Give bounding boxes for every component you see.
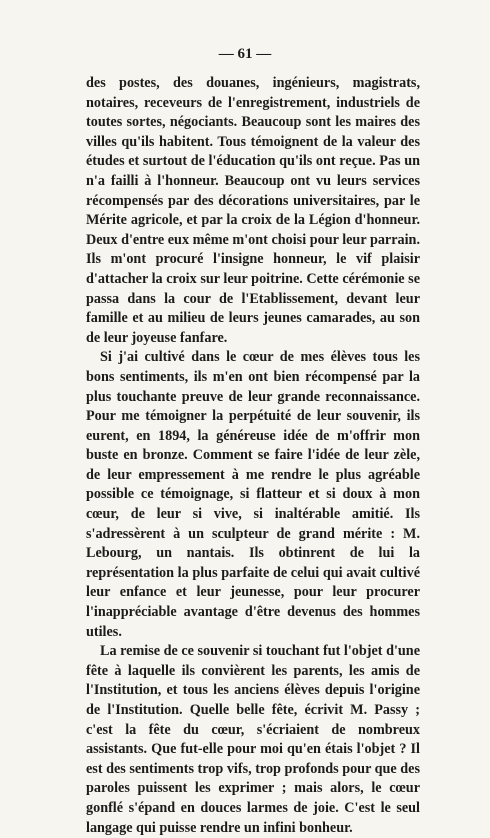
paragraph-1: des postes, des douanes, ingénieurs, magistrats, notaires, receveurs de l'enregistrement, industriels de toutes sortes, négociants. Beaucoup sont les maires des villes qu'ils habitent. Tous témoignent de la valeur des études et surtout de l'éducation qu'ils ont reçue. Pas un n'a failli à l'honneur. Beaucoup ont vu leurs services récompensés par des décorations universitaires, par le Mérite agricole, et par la croix de la Légion d'honneur. Deux d'entre eux même m'ont choisi pour leur parrain. Ils m'ont procuré l'insigne honneur, le vif plaisir d'attacher la croix sur leur poitrine. Cette cérémonie se passa dans la cour de l'Etablissement, devant leur famille et au milieu de leurs jeunes camarades, au son de leur joyeuse fanfare. <box>86 75 420 346</box>
paragraph-2: Si j'ai cultivé dans le cœur de mes élèves tous les bons sentiments, ils m'en ont bien récompensé par la plus touchante preuve de leur grande reconnaissance. Pour me témoigner la perpétuité de leur souvenir, ils eurent, en 1894, la généreuse idée de m'offrir mon buste en bronze. Comment se faire l'idée de leur zèle, de leur empressement à me rendre le plus agréable possible ce témoignage, si flatteur et si doux à mon cœur, de leur si vive, si inaltérable amitié. Ils s'adressèrent à un sculpteur de grand mérite : M. Lebourg, un nantais. Ils obtinrent de lui la représentation la plus parfaite de celui qui avait cultivé leur enfance et leur jeunesse, pour leur procurer l'inappréciable avantage d'être devenus des hommes utiles. <box>86 349 420 640</box>
body-text <box>86 74 420 838</box>
paragraph-3: La remise de ce souvenir si touchant fut l'objet d'une fête à laquelle ils convièrent les parents, les amis de l'Institution, et tous les anciens élèves depuis l'origine de l'Institution. Quelle belle fête, écrivit M. Passy ; c'est la fête du cœur, s'écriaient de nombreux assistants. Que fut-elle pour moi qu'en étais l'objet ? Il est des sentiments trop vifs, trop profonds pour que des paroles puissent les exprimer ; mais alors, le cœur gonflé s'épand en douces larmes de joie. C'est le seul langage qui puisse rendre un infini bonheur. <box>86 643 420 836</box>
page-number: — 61 — <box>218 46 272 62</box>
